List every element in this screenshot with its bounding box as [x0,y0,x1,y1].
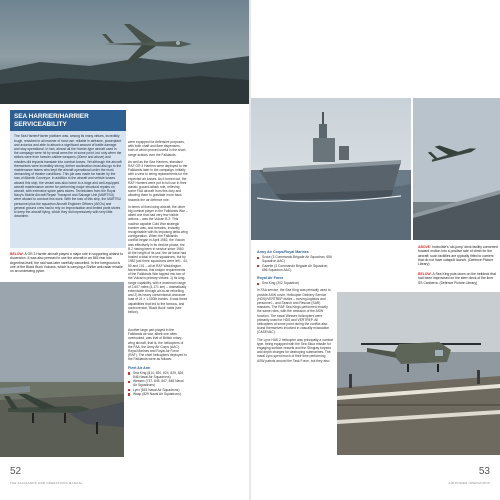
helicopter-list [128,371,188,396]
footer-left: THE FALKLANDS WAR OPERATIONS MANUAL [10,481,83,485]
list-item: Wasp (829 Naval Air Squadrons) [128,392,188,396]
ski-jump-takeoff-photo [413,98,500,240]
list-heading: Royal Air Force [257,276,284,281]
caption-tag: BELOW: [10,252,24,256]
bottom-photo-caption [10,252,124,273]
paragraph: As well as the Sea Harriers, standard RAF GR.3 Harriers were deployed to the Falklands later in the campaign, initially with a view to being replacements for the expected air losses. As it turned out, the RAF Harriers were put to full use in their classic ground-attack role, relieving some FAA aircraft from this duty and allowing them to gravitate more back towards the air defence role. [128,159,188,202]
page-number-left: 52 [10,466,22,477]
paragraph: were equipped for defensive purposes, with both chaff and flare dispensers, both of which proved useful in the short-range actions over the Falklands. [128,140,187,157]
paragraph: The Lynx HAS.2 helicopter was principally a combat type, being equipped with the Sea Skua missile for engaging surface vessels and the Stingray torpedo and depth charges for destroying submarines. The naval Lynx spent much of their time performing ASW patrols around the Task Force, but they also [257,337,333,363]
list-item: Wessex (737, 845, 847, 848 Naval Air Squadrons) [128,379,188,387]
sidebar-title: SEA HARRIER/HARRIER SERVICEABILITY [10,110,126,131]
paragraph: Another large part played in the Falklands air war, albeit one often overlooked, was that of British rotary-wing aircraft, that is, the helicopters of the FAA, the Army Air Corps (AAC), Royal Marines and Royal Air Force (RAF). The chief helicopters deployed to the Falklands were as follows: [128,328,187,362]
list-item: Sea King (202 Squadron) [257,281,333,285]
left-page-column-middle [128,140,188,317]
list-item: Gazelle (3 Commando Brigade Air Squadron; 656 Squadron AAC) [257,264,333,272]
left-page [0,0,249,500]
bottom-photo-caption [418,272,498,285]
right-page-column-left [257,246,333,366]
left-page-column-right [128,328,188,399]
harrier-vulcan-airfield-photo [0,282,124,457]
caption-tag: BELOW: [418,272,432,276]
top-photo-caption [418,245,498,266]
paragraph: In terms of fixed-wing aircraft, the other big combat player in the Falklands War – albeit one that had very few visible actions – was the Vulcan B.2. This nuclear capable Cold War strategic bomber was, and remains, instantly recognisable with its imposing delta-wing configuration. When the Falklands conflict began in April 1982, the Vulcan was effectively in its decline phase, the B.2 having been in service since 1960. At the height of its use, the air base had hosted a total of nine squadrons, but by 1982 just three squadrons were left – 44, 50 and 101 – all at RAF Waddington. Nevertheless, this unique requirements of the Falklands War tapped into two of the Vulcan's primary virtues: 1) its long-range capability, with a maximum range of 2,607 miles (4,171 km) – dramatically extendable through air-to-air refuelling and 2) its heavy conventional ordnance load of 21 × 1,000lb bombs. It was these capabilities that led to the famous, and controversial, 'Black Buck' raids (see below). [128,204,188,314]
caption-tag: ABOVE: [418,245,432,249]
caption-text: A GR.3 Harrier aircraft played a major role in supporting airland to Ascension. It was also pressed in use the aircraft in an 845 rear into Argentina itself, the raid was later carefully cancelled. In the foreground is one of the Black Buck Vulcans, which is carrying a Shrike anti-radar missile on an underwing pylon. [10,252,124,274]
caption-text: A Sea King puts down on the helideck that had been improvised on the stern deck of the liner SS Canberra. (Defence Picture Library) [418,272,496,285]
list-heading: Army Air Corps/Royal Marines [257,250,309,254]
sea-king-helideck-photo [337,292,500,455]
harrier-flight-photo [0,0,249,104]
caption-text: Invincible's 'ski-jump' deck facility converted forward motion into a positive rate of climb for the aircraft; such facilities are typically fitted to carriers that do not have catapult launch. (Defence Picture Library) [418,245,498,267]
paragraph: In FAA service, the Sea King was primarily used to provide ASW cover, Helicopter Delivery Service (HDS)/VERTREP duties – moving logistics and personnel – and Search and Rescue (SAR) missions. The RAF Sea Kings performed exactly the same roles, with the omission of the ASW function. The naval Wessex helicopters were primarily used for HDS and VERTREP. All helicopters at some point during the conflict also found themselves involved in casualty evacuation (CASEVAC). [257,288,331,335]
footer-right: AIR POWER OPERATIONS [448,481,490,485]
right-page [251,0,500,500]
serviceability-sidebar [10,110,126,248]
sidebar-body: The Sea Harrier/Harrier platform was, among its many virtues, incredibly tough, resistant to all manner of hard use, reliable in airframe, powerplant and avionics and able to absorb a significant amount of battle damage and stay operational. In fact, almost all the Harrier-type aircraft used in the campaign were hit by small arms fire at some point, but only when the strikes were from heavier-calibre weapons (30mm and above) and missiles did impacts translate into combat losses. Yet although the aircraft themselves were incredibly strong, further acclimation must also go to the maintenance teams who kept the aircraft operational under the most demanding of theatre conditions. This job was made far harder by the loss of Atlantic Conveyor. In addition to the aircraft and vehicle losses aboard this ship, the vessel was also home to a large and well-equipped aircraft maintenance centre for performing major structural repairs on aircraft, with extensive spare parts stores. Technicians from the Royal Navy's Mobile Aircraft Repair Transport and Salvage Unit (MARTSU) were aboard to conduct this work. With the loss of this ship, the MARTSU personnel plus the squadron Aircraft Engineer Officers (AEOs) and general ground crew had to rely on improvisation and limited parts stores to keep the aircraft flying, which they did impressively with very little downtime. [14,134,122,219]
helicopter-list [257,281,333,285]
carrier-at-sea-photo [251,98,411,240]
list-item: Sea King (814, 820, 824, 825, 826, 846 Naval Air Squadrons) [128,371,188,379]
list-item: Lynx (815 Naval Air Squadrons) [128,388,188,392]
list-item: Scout (3 Commando Brigade Air Squadron; 656 Squadron AAC) [257,255,333,263]
page-number-right: 53 [478,466,490,477]
helicopter-list [257,255,333,272]
list-heading: Fleet Air Arm [128,365,151,370]
